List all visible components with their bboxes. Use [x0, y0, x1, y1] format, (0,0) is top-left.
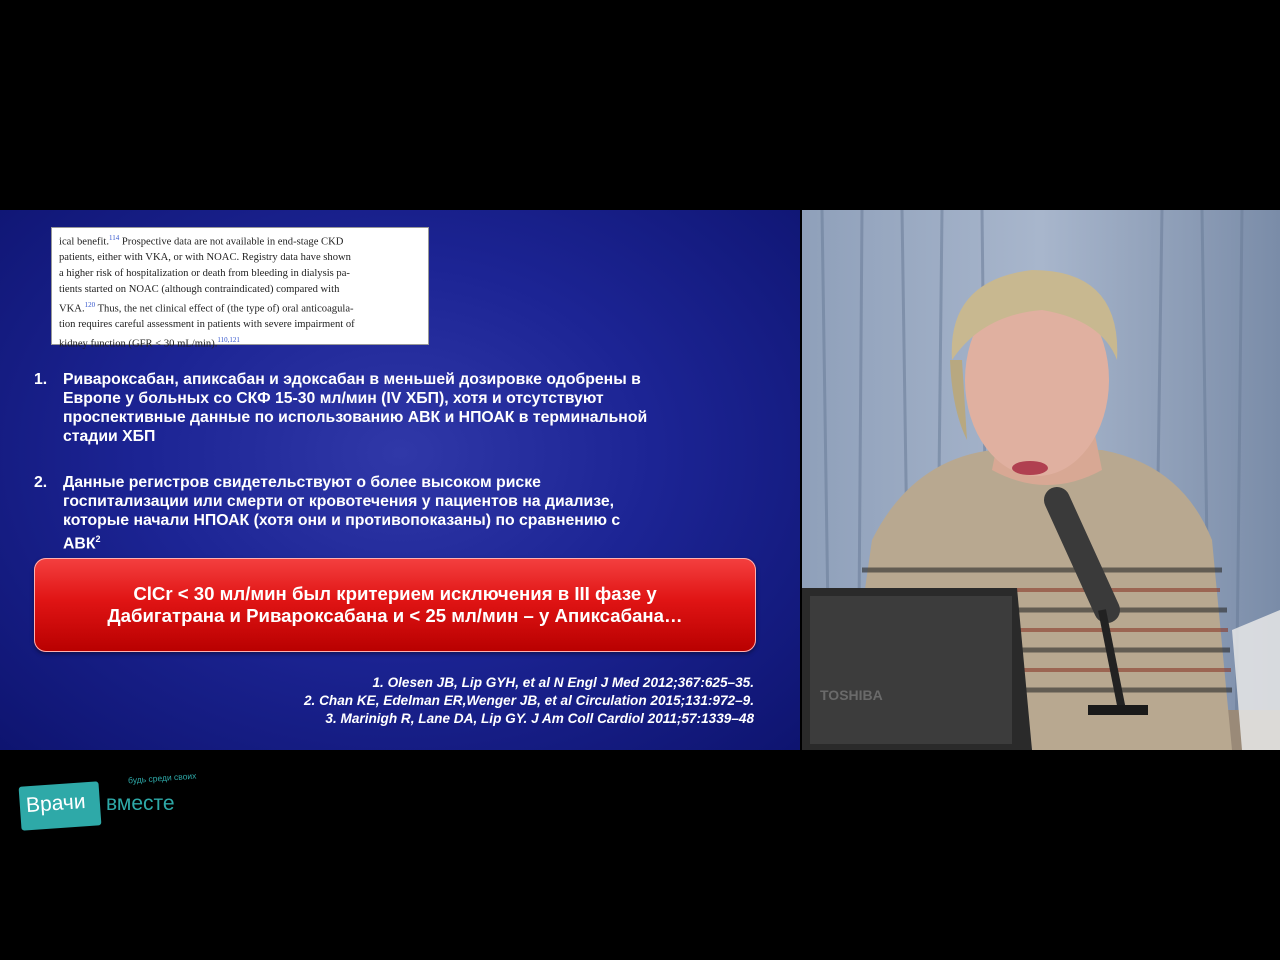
point-text-line: стадии ХБП	[63, 428, 156, 445]
article-excerpt	[52, 228, 428, 350]
point-text-line: Данные регистров свидетельствуют о более высоком риске	[63, 474, 541, 491]
logo-tagline: будь среди своих	[127, 770, 197, 786]
excerpt-line: a higher risk of hospitalization or death from bleeding in dialysis pa-	[59, 268, 350, 280]
point-number: 1.	[34, 371, 48, 388]
excerpt-ref: 120	[84, 300, 96, 309]
excerpt-line: VKA.	[59, 303, 85, 315]
point-number: 2.	[34, 474, 48, 491]
exclusion-criteria-callout	[34, 558, 756, 652]
point-text-line: проспективные данные по использованию АВК и НПОАК в терминальной	[63, 409, 648, 426]
excerpt-ref: 110,121	[217, 335, 240, 344]
excerpt-line: tients started on NOAC (although contraindicated) compared with	[59, 283, 340, 295]
callout-line: Дабигатрана и Ривароксабана и < 25 мл/мин – у Апиксабана…	[107, 605, 683, 626]
excerpt-ref: 114	[109, 234, 120, 242]
point-text-line: Европе у больных со СКФ 15-30 мл/мин (IV ХБП), хотя и отсутствуют	[63, 390, 604, 407]
callout-line: ClCr < 30 мл/мин был критерием исключения в III фазе у	[133, 583, 657, 604]
point-text-line: которые начали НПОАК (хотя они и противопоказаны) по сравнению с	[63, 512, 621, 529]
logo-word-vmeste: вместе	[106, 792, 175, 815]
laptop-brand: TOSHIBA	[820, 687, 883, 703]
excerpt-line: patients, either with VKA, or with NOAC. Registry data have shown	[59, 252, 351, 264]
reference-item: 1. Olesen JB, Lip GYH, et al N Engl J Med 2012;367:625–35.	[372, 675, 754, 690]
point-text-line: госпитализации или смерти от кровотечения у пациентов на диализе,	[63, 493, 615, 510]
logo-word-vrachi: Врачи	[25, 789, 87, 818]
excerpt-line: tion requires careful assessment in patients with severe impairment of	[59, 319, 355, 331]
presentation-slide	[0, 210, 800, 750]
speaker-video	[802, 210, 1280, 750]
excerpt-line: Prospective data are not available in end-stage CKD	[119, 236, 344, 248]
excerpt-line: Thus, the net clinical effect of (the type of) oral anticoagula-	[95, 303, 354, 315]
speaker-scene-image	[802, 210, 1280, 750]
excerpt-line: kidney function (GFR < 30 mL/min).	[59, 338, 218, 350]
point-text-line: Ривароксабан, апиксабан и эдоксабан в меньшей дозировке одобрены в	[63, 371, 641, 388]
excerpt-line: ical benefit.	[59, 236, 109, 248]
vrachi-vmeste-logo[interactable]	[20, 770, 200, 836]
references-list	[304, 674, 754, 728]
reference-superscript: 2	[95, 534, 101, 544]
reference-item: 2. Chan KE, Edelman ER,Wenger JB, et al Circulation 2015;131:972–9.	[303, 693, 754, 708]
point-text-line: АВК	[63, 535, 96, 553]
reference-item: 3. Marinigh R, Lane DA, Lip GY. J Am Coll Cardiol 2011;57:1339–48	[325, 711, 754, 726]
